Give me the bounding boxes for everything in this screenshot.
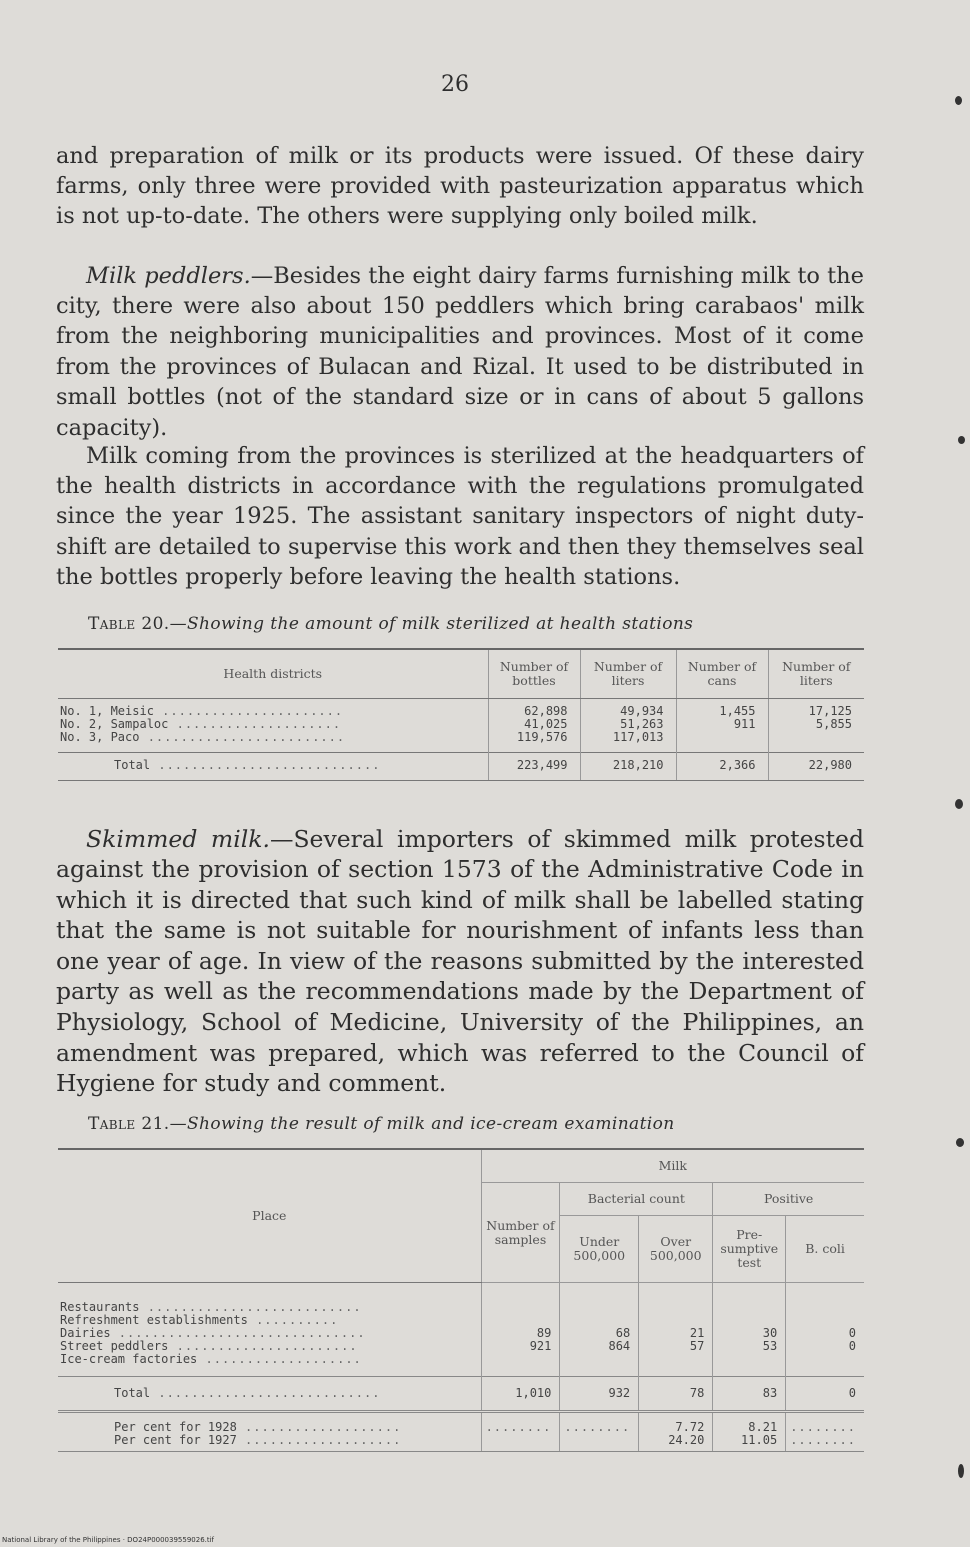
cell xyxy=(560,1353,639,1377)
row-label: No. 2, Sampaloc xyxy=(60,717,169,731)
table-row: Restaurants .......................... xyxy=(58,1283,864,1315)
cell: 22,980 xyxy=(768,753,864,781)
table-row: Street peddlers ...................... 921 864 57 53 0 xyxy=(58,1340,864,1353)
row-label: No. 1, Meisic xyxy=(60,704,154,718)
cell: 218,210 xyxy=(580,753,676,781)
cell: 2,366 xyxy=(676,753,768,781)
cell: 223,499 xyxy=(488,753,580,781)
cell: 11.05 xyxy=(741,1433,778,1447)
cell: 119,576 xyxy=(488,731,580,753)
cell: 53 xyxy=(713,1340,786,1353)
table-20 xyxy=(58,648,864,781)
table-row: Dairies .............................. 89 68 21 30 0 xyxy=(58,1327,864,1340)
table-total-row: Total ........................... 1,010 932 78 83 0 xyxy=(58,1377,864,1412)
cell xyxy=(786,1283,864,1315)
table-row: Refreshment establishments .......... xyxy=(58,1314,864,1327)
cell: 21 xyxy=(639,1327,713,1340)
table21-caption xyxy=(88,1114,848,1134)
paragraph-sterilization: Milk coming from the provinces is sterilized at the headquarters of the health districts in accordance with the regulations promulgated since the year 1925. The assistant sanitary inspectors of night duty-shift are detailed to supervise this work and then they themselves seal the bottles properly before leaving the health stations. xyxy=(56,442,864,591)
cell xyxy=(560,1283,639,1315)
cell: 7.72 xyxy=(675,1420,705,1434)
table21-label: Table 21. xyxy=(88,1114,170,1134)
cell: 68 xyxy=(560,1327,639,1340)
cell: 24.20 xyxy=(668,1433,705,1447)
cell xyxy=(639,1283,713,1315)
scan-speck xyxy=(956,1138,964,1147)
table20-caption-text: —Showing the amount of milk sterilized at health stations xyxy=(169,614,694,634)
table20-caption xyxy=(88,614,848,634)
cell xyxy=(768,731,864,753)
cell: 0 xyxy=(786,1340,864,1353)
scan-speck xyxy=(958,436,965,444)
row-label: Ice-cream factories xyxy=(60,1352,198,1366)
row-label: No. 3, Paco xyxy=(60,730,140,744)
row-label: Per cent for 1927 xyxy=(114,1433,237,1447)
cell xyxy=(713,1353,786,1377)
skimmed-milk-text: —Several importers of skimmed milk protested against the provision of section 1573 of the Administrative Code in which it is directed that such kind of milk shall be labelled stating that the same is not suitable for nourishment of infants less than one year of age. In view of the reasons submitted by the interested party as well as the recommendations made by the Department of Physiology, School of Medicine, University of the Philippines, an amendment was prepared, which was referred to the Council of Hygiene for study and comment. xyxy=(56,824,864,1098)
table21-header-place: Place xyxy=(58,1149,481,1283)
cell: 1,455 xyxy=(676,699,768,719)
milk-peddlers-text: —Besides the eight dairy farms furnishing milk to the city, there were also about 150 peddlers which bring carabaos' milk from the neighboring municipalities and provinces. Most of it come from the provinces of Bulacan and Rizal. It used to be distributed in small bottles (not of the standard size or in cans of about 5 gallons capacity). xyxy=(56,262,864,441)
table20-header-liters: Number of liters xyxy=(580,649,676,699)
cell xyxy=(713,1283,786,1315)
cell: 89 xyxy=(481,1327,560,1340)
page-number: 26 xyxy=(441,72,469,97)
cell: 117,013 xyxy=(580,731,676,753)
row-label: Per cent for 1928 xyxy=(114,1420,237,1434)
table-row: No. 2, Sampaloc .................... 41,025 51,263 911 5,855 xyxy=(58,718,864,731)
table21-header-samples: Number of samples xyxy=(481,1183,560,1283)
skimmed-milk-heading: Skimmed milk. xyxy=(86,824,270,853)
cell xyxy=(481,1353,560,1377)
table21-header-over: Over 500,000 xyxy=(639,1216,713,1283)
cell: 5,855 xyxy=(768,718,864,731)
scan-footer: National Library of the Philippines · DO24P000039559026.tif xyxy=(2,1536,215,1544)
cell: 921 xyxy=(481,1340,560,1353)
cell: 0 xyxy=(786,1327,864,1340)
table20-label: Table 20. xyxy=(88,614,170,634)
milk-peddlers-heading: Milk peddlers. xyxy=(86,262,251,289)
row-label: Street peddlers xyxy=(60,1339,169,1353)
cell: 1,010 xyxy=(481,1377,560,1412)
table21-caption-text: —Showing the result of milk and ice-cream examination xyxy=(169,1114,675,1134)
row-label: Refreshment establishments xyxy=(60,1313,248,1327)
table-row: No. 3, Paco ........................ 119,576 117,013 xyxy=(58,731,864,753)
table-total-row: Total ........................... 223,499 218,210 2,366 22,980 xyxy=(58,753,864,781)
table21-header-under: Under 500,000 xyxy=(560,1216,639,1283)
cell xyxy=(786,1353,864,1377)
table-percent-row: Per cent for 1928 ................... Per cent for 1927 ................... ........ ........ 7.72 24.20 8.21 11.05 ........ ........ xyxy=(58,1412,864,1452)
paragraph-1: and preparation of milk or its products were issued. Of these dairy farms, only three were provided with pasteurization apparatus which is not up-to-date. The others were supplying only boiled milk. xyxy=(56,142,864,230)
cell: 41,025 xyxy=(488,718,580,731)
cell xyxy=(676,731,768,753)
cell: 911 xyxy=(676,718,768,731)
table-21 xyxy=(58,1148,864,1452)
cell: 78 xyxy=(639,1377,713,1412)
table21-header-positive: Positive xyxy=(713,1183,864,1216)
cell: 51,263 xyxy=(580,718,676,731)
cell: 0 xyxy=(786,1377,864,1412)
table20-header-cans: Number of cans xyxy=(676,649,768,699)
table21-header-presumptive: Pre-sumptive test xyxy=(713,1216,786,1283)
cell: 83 xyxy=(713,1377,786,1412)
cell xyxy=(481,1283,560,1315)
scan-speck xyxy=(958,1464,964,1478)
scan-speck xyxy=(955,96,962,105)
cell: 8.21 xyxy=(748,1420,778,1434)
table20-header-liters-cans: Number of liters xyxy=(768,649,864,699)
row-label: Restaurants xyxy=(60,1300,140,1314)
table20-header-bottles: Number of bottles xyxy=(488,649,580,699)
cell xyxy=(639,1353,713,1377)
cell: 57 xyxy=(639,1340,713,1353)
table-row: No. 1, Meisic ...................... 62,898 49,934 1,455 17,125 xyxy=(58,699,864,719)
cell: 932 xyxy=(560,1377,639,1412)
total-label: Total xyxy=(114,1386,151,1400)
scan-speck xyxy=(955,799,963,809)
cell: 864 xyxy=(560,1340,639,1353)
cell: 62,898 xyxy=(488,699,580,719)
table-row: Ice-cream factories ................... xyxy=(58,1353,864,1377)
table21-header-milk: Milk xyxy=(481,1149,864,1183)
cell: 30 xyxy=(713,1327,786,1340)
paragraph-milk-peddlers xyxy=(56,261,864,443)
table20-header-districts: Health districts xyxy=(58,649,488,699)
paragraph-skimmed-milk xyxy=(56,824,864,1099)
table21-header-bacterial: Bacterial count xyxy=(560,1183,713,1216)
row-label: Dairies xyxy=(60,1326,111,1340)
cell: 17,125 xyxy=(768,699,864,719)
cell: 49,934 xyxy=(580,699,676,719)
total-label: Total xyxy=(114,758,151,772)
table21-header-bcoli: B. coli xyxy=(786,1216,864,1283)
